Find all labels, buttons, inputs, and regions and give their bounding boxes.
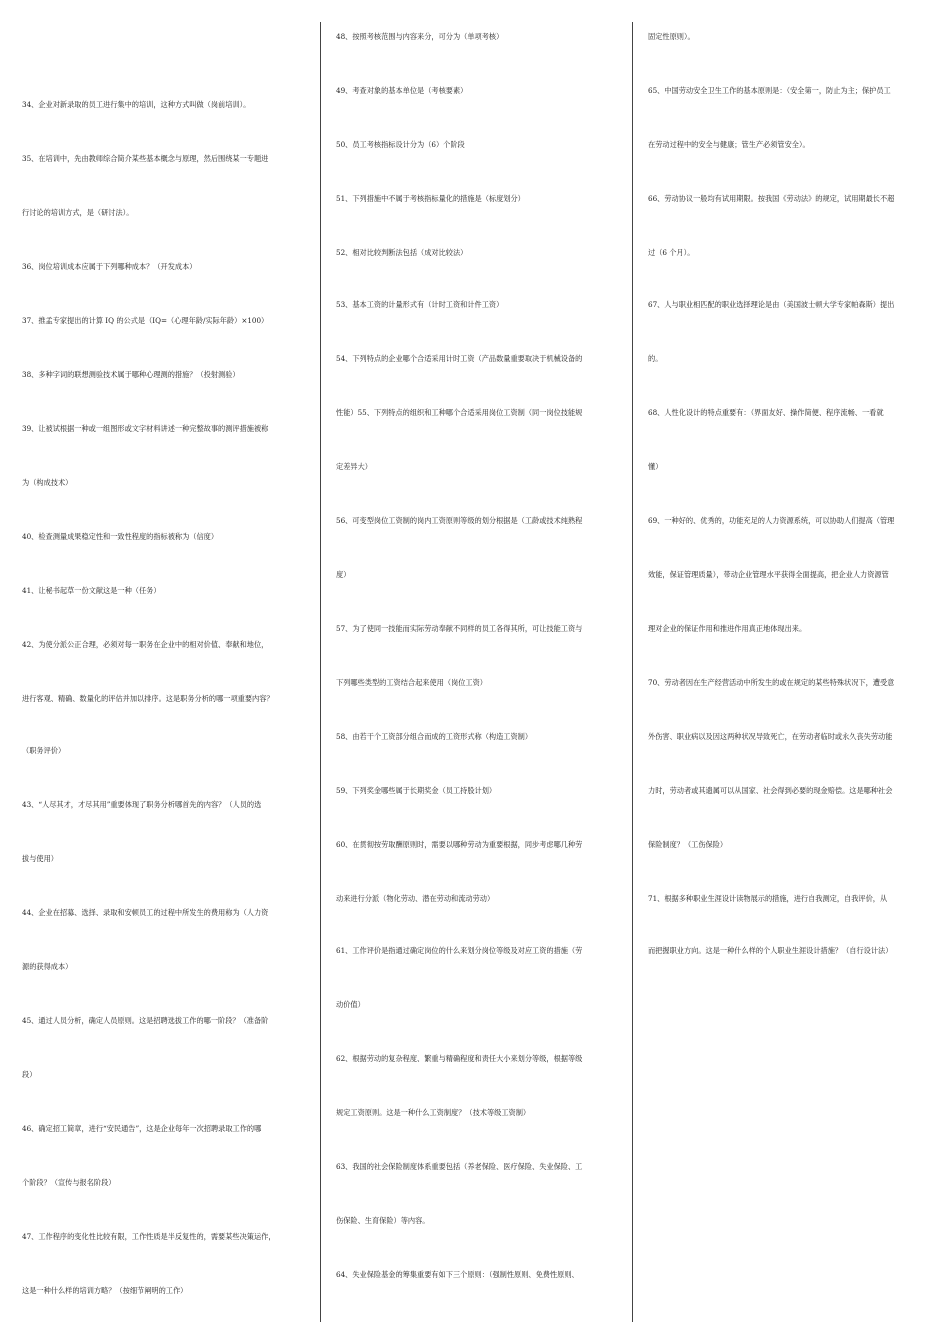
- text-line: 70、劳动者因在生产经营活动中所发生的或在规定的某些特殊状况下，遭受意: [648, 678, 895, 687]
- column-divider-left: [320, 22, 321, 1322]
- text-line: 36、岗位培训成本应属于下列哪种成本？（开发成本）: [22, 262, 197, 271]
- column-right: [648, 0, 930, 1344]
- text-line: 39、让被试根据一种或一组图形或文字材料讲述一种完整故事的测评措施被称: [22, 424, 269, 433]
- column-divider-right: [632, 22, 633, 1322]
- text-line: 外伤害、职业病以及因这两种状况导致死亡，在劳动者临时或永久丧失劳动能: [648, 732, 893, 741]
- text-line: 68、人性化设计的特点重要有：（界面友好、操作简便、程序流畅、一看就: [648, 408, 884, 417]
- text-line: 58、由若干个工资部分组合而成的工资形式称（构造工资制）: [336, 732, 533, 741]
- text-line: 进行客观、精确、数量化的评估并加以排序。这是职务分析的哪一项重要内容？: [22, 694, 274, 703]
- text-line: 64、失业保险基金的筹集重要有如下三个原则：（强制性原则、免费性原则、: [336, 1270, 579, 1279]
- text-line: 为（构成技术）: [22, 478, 73, 487]
- text-line: 力时，劳动者或其遗属可以从国家、社会得到必要的现金赔偿。这是哪种社会: [648, 786, 893, 795]
- text-line: 度）: [336, 570, 351, 579]
- text-line: 性能）55、下列特点的组织和工种哪个合适采用岗位工资制（同一岗位技能规: [336, 408, 583, 417]
- text-line: 49、考查对象的基本单位是（考核要素）: [336, 86, 468, 95]
- column-middle: [336, 0, 618, 1344]
- text-line: 保险制度？（工伤保险）: [648, 840, 728, 849]
- text-line: 这是一种什么样的培训方略？（按细节阐明的工作）: [22, 1286, 188, 1295]
- text-line: 67、人与职业相匹配的职业选择理论是由（美国波士顿大学专家帕森斯）提出: [648, 300, 895, 309]
- text-line: 43、“人尽其才，才尽其用”重要体现了职务分析哪首先的内容？（人员的选: [22, 800, 262, 809]
- text-line: 段）: [22, 1070, 37, 1079]
- text-line: 个阶段？（宣传与报名阶段）: [22, 1178, 116, 1187]
- text-line: 54、下列特点的企业哪个合适采用计时工资（产品数量重要取决于机械设备的: [336, 354, 583, 363]
- text-line: 源的获得成本）: [22, 962, 73, 971]
- text-line: 38、多种字词的联想测验技术属于哪种心理测的措施？（投射测验）: [22, 370, 240, 379]
- text-line: 50、员工考核指标设计分为（6）个阶段: [336, 140, 465, 149]
- text-line: 理对企业的保证作用和推进作用真正地体现出来。: [648, 624, 807, 633]
- text-line: 规定工资原则。这是一种什么工资制度？（技术等级工资制）: [336, 1108, 531, 1117]
- text-line: 在劳动过程中的安全与健康；管生产必须管安全）。: [648, 140, 810, 149]
- text-line: 61、工作评价是指通过确定岗位的什么来划分岗位等级及对应工资的措施（劳: [336, 946, 583, 955]
- text-line: 53、基本工资的计量形式有（计时工资和计件工资）: [336, 300, 504, 309]
- text-line: 47、工作程序的变化性比较有限，工作性质是半反复性的，需要某些决策运作，: [22, 1232, 276, 1241]
- column-left: [22, 0, 318, 1344]
- text-line: 固定性原则）。: [648, 32, 695, 41]
- text-line: 的。: [648, 354, 663, 363]
- text-line: 56、可变型岗位工资制的岗内工资原则等级的划分根据是（工龄或技术纯熟程: [336, 516, 583, 525]
- text-line: 动来进行分派（物化劳动、潜在劳动和流动劳动）: [336, 894, 495, 903]
- text-line: 46、确定招工简章，进行“安民通告”，这是企业每年一次招聘录取工作的哪: [22, 1124, 262, 1133]
- text-line: 59、下列奖金哪些属于长期奖金（员工持股计划）: [336, 786, 497, 795]
- text-line: 动价值）: [336, 1000, 365, 1009]
- text-line: 过（6 个月）。: [648, 248, 695, 257]
- text-line: 65、中国劳动安全卫生工作的基本原则是：（安全第一，防止为主；保护员工: [648, 86, 891, 95]
- text-line: 41、让秘书起草一份文献这是一种（任务）: [22, 586, 161, 595]
- text-line: 37、推孟专家提出的计算 IQ 的公式是（IQ=（心理年龄/实际年龄）×100）: [22, 316, 269, 325]
- text-line: 48、按照考核范围与内容来分，可分为（单项考核）: [336, 32, 504, 41]
- text-line: 63、我国的社会保险制度体系重要包括（养老保险、医疗保险、失业保险、工: [336, 1162, 583, 1171]
- text-line: 42、为使分派公正合理，必须对每一职务在企业中的相对价值、奉献和地位，: [22, 640, 269, 649]
- text-line: 懂）: [648, 462, 663, 471]
- text-line: 44、企业在招募、选择、录取和安顿员工的过程中所发生的费用称为（人力资: [22, 908, 269, 917]
- text-line: 45、通过人员分析，确定人员原则。这是招聘选拔工作的哪一阶段？（准备阶: [22, 1016, 269, 1025]
- text-line: 66、劳动协议一般均有试用期限。按我国《劳动法》的规定，试用期最长不超: [648, 194, 895, 203]
- text-line: 69、一种好的、优秀的，功能充足的人力资源系统，可以协助人们提高（管理: [648, 516, 895, 525]
- text-line: 40、检查测量成果稳定性和一致性程度的指标被称为（信度）: [22, 532, 219, 541]
- text-line: 62、根据劳动的复杂程度、繁重与精确程度和责任大小来划分等级，根据等级: [336, 1054, 583, 1063]
- text-line: （职务评价）: [22, 746, 66, 755]
- text-line: 57、为了使同一技能而实际劳动奉献不同样的员工各得其所，可让技能工资与: [336, 624, 583, 633]
- text-line: 而把握职业方向。这是一种什么样的个人职业生涯设计措施？（自行设计法）: [648, 946, 893, 955]
- text-line: 51、下列措施中不属于考核指标量化的措施是（标度划分）: [336, 194, 525, 203]
- text-line: 行讨论的培训方式，是（研讨法）。: [22, 208, 134, 217]
- text-line: 效能，保证管理质量），带动企业管理水平获得全面提高，把企业人力资源管: [648, 570, 889, 579]
- text-line: 60、在贯彻按劳取酬原则时，需要以哪种劳动为重要根据，同步考虑哪几种劳: [336, 840, 583, 849]
- text-line: 71、根据多种职业生涯设计读物展示的措施，进行自我测定，自我评价，从: [648, 894, 888, 903]
- text-line: 下列哪些类型的工资结合起来使用（岗位工资）: [336, 678, 487, 687]
- text-line: 35、在培训中，先由教师综合简介某些基本概念与原理，然后围绕某一专题进: [22, 154, 269, 163]
- text-line: 伤保险、生育保险）等内容。: [336, 1216, 430, 1225]
- text-line: 34、企业对新录取的员工进行集中的培训，这种方式叫做（岗前培训）。: [22, 100, 251, 109]
- text-line: 52、相对比较判断法包括（成对比较法）: [336, 248, 468, 257]
- text-line: 拔与使用）: [22, 854, 58, 863]
- text-line: 定差异大）: [336, 462, 372, 471]
